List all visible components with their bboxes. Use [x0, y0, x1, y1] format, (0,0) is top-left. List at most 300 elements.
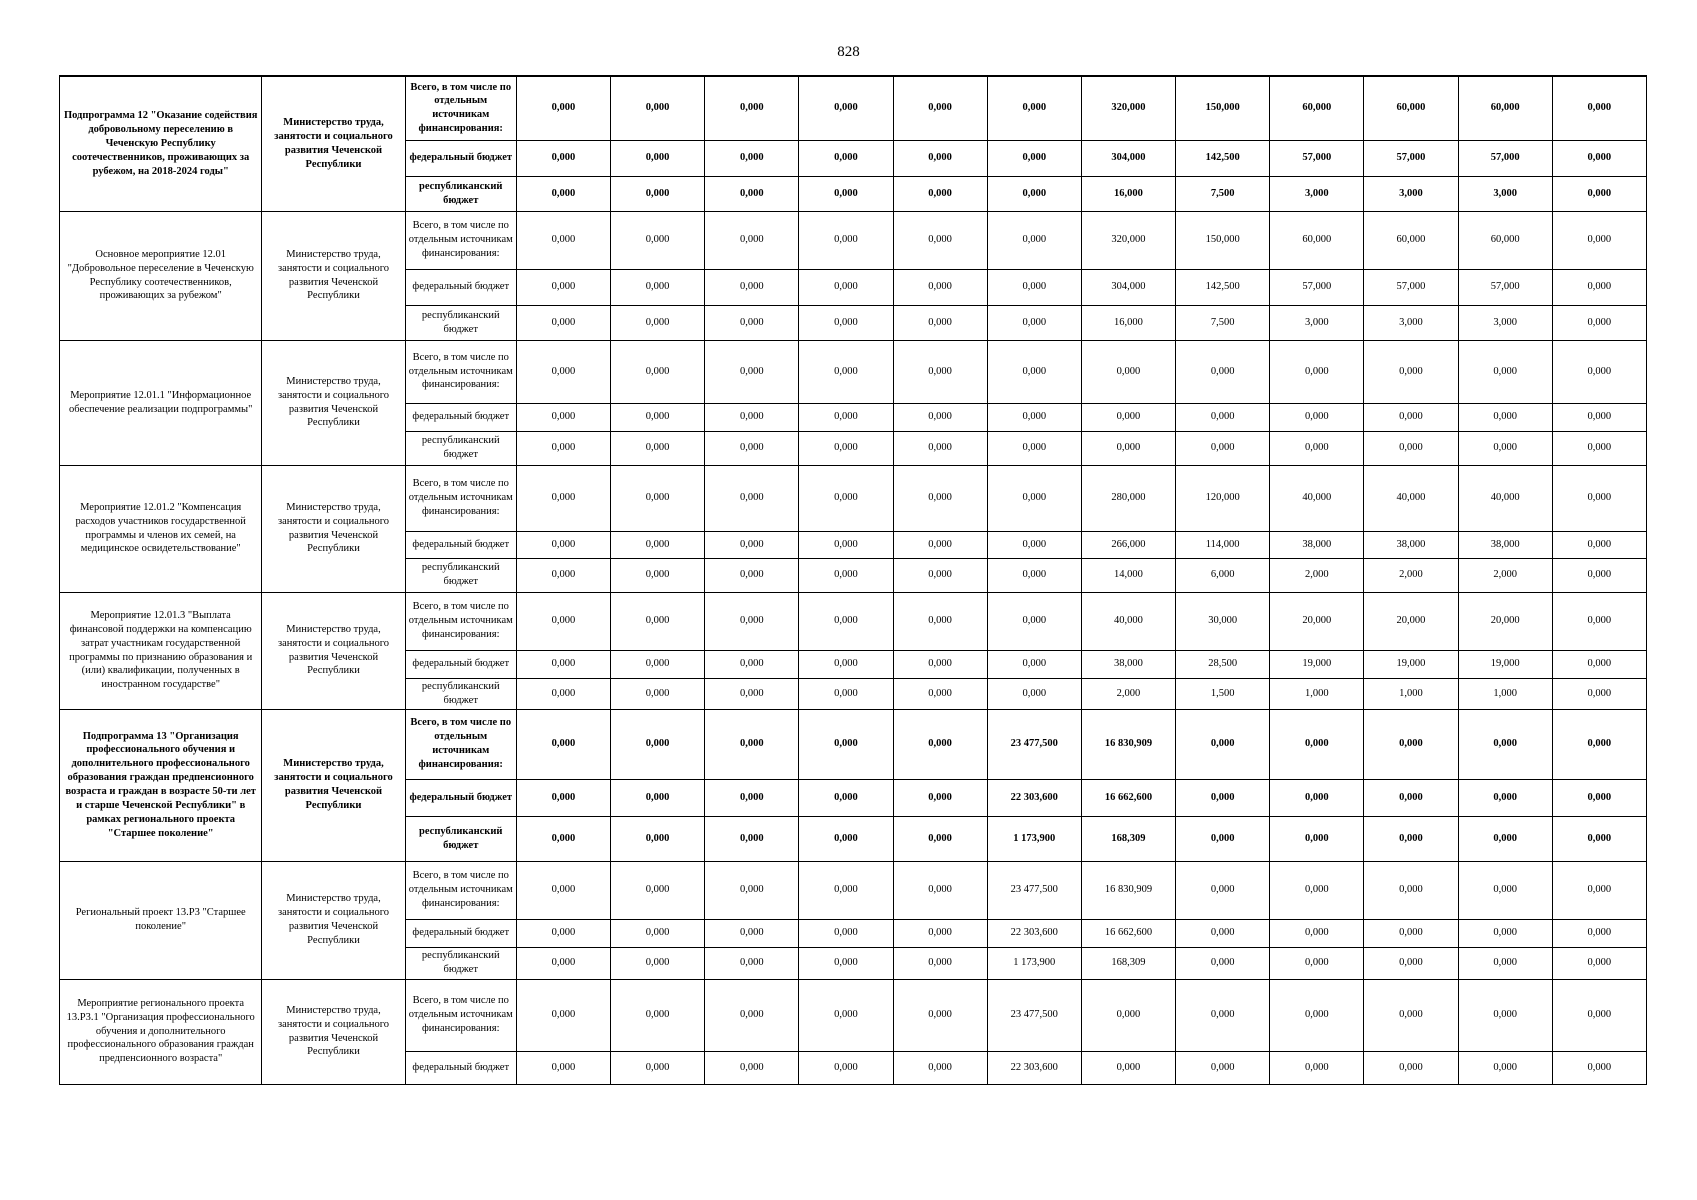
value-cell: 0,000	[1458, 779, 1552, 816]
value-cell: 3,000	[1458, 176, 1552, 211]
value-cell: 0,000	[987, 140, 1081, 176]
value-cell: 0,000	[1458, 431, 1552, 465]
value-cell: 0,000	[516, 979, 610, 1051]
funding-source-cell: республиканский бюджет	[405, 678, 516, 709]
value-cell: 0,000	[987, 531, 1081, 558]
value-cell: 20,000	[1270, 592, 1364, 650]
funding-source-cell: федеральный бюджет	[405, 919, 516, 947]
value-cell: 19,000	[1270, 650, 1364, 678]
value-cell: 0,000	[893, 947, 987, 979]
value-cell: 0,000	[516, 861, 610, 919]
value-cell: 0,000	[1552, 919, 1646, 947]
funding-source-cell: Всего, в том числе по отдельным источникам финансирования:	[405, 709, 516, 779]
value-cell: 3,000	[1270, 305, 1364, 340]
value-cell: 0,000	[1081, 431, 1175, 465]
value-cell: 0,000	[611, 531, 705, 558]
value-cell: 0,000	[987, 678, 1081, 709]
value-cell: 0,000	[1458, 340, 1552, 403]
value-cell: 0,000	[799, 211, 893, 269]
value-cell: 0,000	[799, 431, 893, 465]
value-cell: 57,000	[1364, 269, 1458, 305]
value-cell: 1,500	[1176, 678, 1270, 709]
value-cell: 0,000	[1552, 269, 1646, 305]
value-cell: 0,000	[1364, 709, 1458, 779]
value-cell: 0,000	[516, 340, 610, 403]
table-row	[60, 979, 1647, 1051]
value-cell: 0,000	[516, 76, 610, 140]
value-cell: 0,000	[516, 403, 610, 431]
value-cell: 0,000	[799, 140, 893, 176]
value-cell: 0,000	[1552, 76, 1646, 140]
value-cell: 16 830,909	[1081, 861, 1175, 919]
value-cell: 0,000	[893, 861, 987, 919]
value-cell: 0,000	[611, 269, 705, 305]
value-cell: 0,000	[1270, 340, 1364, 403]
value-cell: 0,000	[799, 305, 893, 340]
value-cell: 1 173,900	[987, 816, 1081, 861]
value-cell: 57,000	[1458, 140, 1552, 176]
value-cell: 0,000	[611, 919, 705, 947]
value-cell: 0,000	[893, 650, 987, 678]
value-cell: 150,000	[1176, 76, 1270, 140]
value-cell: 0,000	[1552, 592, 1646, 650]
value-cell: 0,000	[1552, 861, 1646, 919]
value-cell: 16 830,909	[1081, 709, 1175, 779]
value-cell: 0,000	[893, 531, 987, 558]
program-name-cell: Подпрограмма 12 "Оказание содействия добровольному переселению в Чеченскую Республику соотечественников, проживающих за рубежом, на 2018-2024 годы"	[60, 76, 262, 211]
value-cell: 0,000	[611, 861, 705, 919]
value-cell: 0,000	[705, 678, 799, 709]
value-cell: 2,000	[1364, 558, 1458, 592]
value-cell: 0,000	[987, 403, 1081, 431]
value-cell: 0,000	[799, 1051, 893, 1084]
value-cell: 0,000	[1364, 861, 1458, 919]
value-cell: 0,000	[705, 140, 799, 176]
value-cell: 0,000	[1552, 211, 1646, 269]
value-cell: 2,000	[1270, 558, 1364, 592]
value-cell: 38,000	[1081, 650, 1175, 678]
value-cell: 0,000	[1552, 431, 1646, 465]
value-cell: 0,000	[1364, 779, 1458, 816]
value-cell: 0,000	[611, 211, 705, 269]
value-cell: 0,000	[987, 211, 1081, 269]
value-cell: 0,000	[705, 340, 799, 403]
value-cell: 0,000	[799, 979, 893, 1051]
program-name-cell: Мероприятие 12.01.2 "Компенсация расходов участников государственной программы и членов их семей, на медицинское освидетельствование"	[60, 465, 262, 592]
value-cell: 0,000	[1176, 861, 1270, 919]
value-cell: 60,000	[1364, 76, 1458, 140]
value-cell: 0,000	[1458, 919, 1552, 947]
value-cell: 0,000	[516, 816, 610, 861]
value-cell: 22 303,600	[987, 779, 1081, 816]
value-cell: 0,000	[611, 592, 705, 650]
value-cell: 0,000	[893, 340, 987, 403]
value-cell: 40,000	[1458, 465, 1552, 531]
value-cell: 0,000	[893, 403, 987, 431]
value-cell: 0,000	[893, 465, 987, 531]
funding-source-cell: федеральный бюджет	[405, 1051, 516, 1084]
value-cell: 0,000	[1552, 979, 1646, 1051]
value-cell: 0,000	[611, 403, 705, 431]
value-cell: 0,000	[1364, 1051, 1458, 1084]
value-cell: 0,000	[705, 861, 799, 919]
value-cell: 0,000	[705, 947, 799, 979]
value-cell: 0,000	[516, 947, 610, 979]
value-cell: 23 477,500	[987, 861, 1081, 919]
value-cell: 60,000	[1270, 76, 1364, 140]
value-cell: 0,000	[705, 431, 799, 465]
value-cell: 0,000	[1552, 709, 1646, 779]
value-cell: 1,000	[1364, 678, 1458, 709]
value-cell: 0,000	[1364, 919, 1458, 947]
value-cell: 0,000	[516, 919, 610, 947]
value-cell: 0,000	[516, 678, 610, 709]
value-cell: 0,000	[799, 861, 893, 919]
value-cell: 0,000	[1270, 919, 1364, 947]
value-cell: 0,000	[799, 678, 893, 709]
program-name-cell: Основное мероприятие 12.01 "Добровольное переселение в Чеченскую Республику соотечественников, проживающих за рубежом"	[60, 211, 262, 340]
value-cell: 0,000	[611, 305, 705, 340]
value-cell: 0,000	[611, 650, 705, 678]
value-cell: 0,000	[705, 269, 799, 305]
value-cell: 0,000	[705, 465, 799, 531]
funding-source-cell: республиканский бюджет	[405, 176, 516, 211]
value-cell: 0,000	[705, 558, 799, 592]
value-cell: 0,000	[1176, 816, 1270, 861]
responsible-executor-cell: Министерство труда, занятости и социального развития Чеченской Республики	[262, 340, 405, 465]
value-cell: 280,000	[1081, 465, 1175, 531]
page-number: 828	[837, 44, 860, 60]
value-cell: 0,000	[893, 709, 987, 779]
funding-source-cell: федеральный бюджет	[405, 779, 516, 816]
value-cell: 0,000	[893, 919, 987, 947]
funding-source-cell: Всего, в том числе по отдельным источникам финансирования:	[405, 465, 516, 531]
value-cell: 0,000	[705, 650, 799, 678]
value-cell: 60,000	[1458, 76, 1552, 140]
value-cell: 0,000	[611, 431, 705, 465]
value-cell: 38,000	[1270, 531, 1364, 558]
value-cell: 0,000	[987, 76, 1081, 140]
value-cell: 0,000	[799, 176, 893, 211]
value-cell: 0,000	[516, 305, 610, 340]
value-cell: 0,000	[1552, 305, 1646, 340]
value-cell: 0,000	[799, 592, 893, 650]
value-cell: 0,000	[1176, 1051, 1270, 1084]
value-cell: 0,000	[1270, 1051, 1364, 1084]
value-cell: 0,000	[611, 558, 705, 592]
value-cell: 2,000	[1458, 558, 1552, 592]
value-cell: 320,000	[1081, 211, 1175, 269]
value-cell: 20,000	[1458, 592, 1552, 650]
value-cell: 0,000	[1270, 403, 1364, 431]
value-cell: 0,000	[893, 592, 987, 650]
value-cell: 0,000	[893, 76, 987, 140]
value-cell: 38,000	[1364, 531, 1458, 558]
value-cell: 0,000	[893, 269, 987, 305]
value-cell: 0,000	[893, 140, 987, 176]
value-cell: 0,000	[1364, 947, 1458, 979]
value-cell: 0,000	[516, 779, 610, 816]
value-cell: 0,000	[516, 531, 610, 558]
program-name-cell: Подпрограмма 13 "Организация профессионального обучения и дополнительного профессионального образования граждан предпенсионного возраста и граждан в возрасте 50-ти лет и старше Чеченской Республики" в рамках регионального проекта "Старшее поколение"	[60, 709, 262, 861]
value-cell: 6,000	[1176, 558, 1270, 592]
value-cell: 0,000	[1552, 140, 1646, 176]
value-cell: 0,000	[893, 816, 987, 861]
value-cell: 0,000	[611, 709, 705, 779]
funding-source-cell: Всего, в том числе по отдельным источникам финансирования:	[405, 861, 516, 919]
value-cell: 0,000	[893, 558, 987, 592]
value-cell: 23 477,500	[987, 979, 1081, 1051]
responsible-executor-cell: Министерство труда, занятости и социального развития Чеченской Республики	[262, 979, 405, 1084]
value-cell: 60,000	[1458, 211, 1552, 269]
table-row	[60, 592, 1647, 650]
value-cell: 114,000	[1176, 531, 1270, 558]
value-cell: 0,000	[1458, 403, 1552, 431]
value-cell: 0,000	[1552, 947, 1646, 979]
value-cell: 0,000	[1552, 779, 1646, 816]
funding-source-cell: Всего, в том числе по отдельным источникам финансирования:	[405, 76, 516, 140]
value-cell: 57,000	[1458, 269, 1552, 305]
funding-source-cell: Всего, в том числе по отдельным источникам финансирования:	[405, 340, 516, 403]
value-cell: 40,000	[1081, 592, 1175, 650]
value-cell: 1 173,900	[987, 947, 1081, 979]
value-cell: 0,000	[799, 947, 893, 979]
funding-source-cell: республиканский бюджет	[405, 947, 516, 979]
value-cell: 0,000	[893, 176, 987, 211]
value-cell: 0,000	[1364, 816, 1458, 861]
value-cell: 0,000	[611, 678, 705, 709]
responsible-executor-cell: Министерство труда, занятости и социального развития Чеченской Республики	[262, 592, 405, 709]
funding-source-cell: Всего, в том числе по отдельным источникам финансирования:	[405, 592, 516, 650]
value-cell: 0,000	[799, 558, 893, 592]
value-cell: 0,000	[799, 76, 893, 140]
value-cell: 168,309	[1081, 947, 1175, 979]
value-cell: 0,000	[1552, 403, 1646, 431]
value-cell: 0,000	[1458, 816, 1552, 861]
value-cell: 0,000	[1552, 176, 1646, 211]
value-cell: 40,000	[1364, 465, 1458, 531]
value-cell: 23 477,500	[987, 709, 1081, 779]
responsible-executor-cell: Министерство труда, занятости и социального развития Чеченской Республики	[262, 465, 405, 592]
value-cell: 0,000	[705, 1051, 799, 1084]
value-cell: 0,000	[516, 431, 610, 465]
value-cell: 0,000	[1552, 1051, 1646, 1084]
value-cell: 0,000	[799, 465, 893, 531]
value-cell: 7,500	[1176, 305, 1270, 340]
value-cell: 0,000	[799, 919, 893, 947]
value-cell: 0,000	[516, 558, 610, 592]
value-cell: 0,000	[799, 709, 893, 779]
value-cell: 0,000	[893, 1051, 987, 1084]
value-cell: 16,000	[1081, 176, 1175, 211]
value-cell: 0,000	[1364, 979, 1458, 1051]
value-cell: 7,500	[1176, 176, 1270, 211]
value-cell: 1,000	[1270, 678, 1364, 709]
value-cell: 20,000	[1364, 592, 1458, 650]
value-cell: 0,000	[1270, 861, 1364, 919]
value-cell: 0,000	[1552, 558, 1646, 592]
value-cell: 0,000	[987, 340, 1081, 403]
value-cell: 0,000	[516, 1051, 610, 1084]
value-cell: 0,000	[1364, 340, 1458, 403]
table-row	[60, 211, 1647, 269]
value-cell: 0,000	[987, 431, 1081, 465]
responsible-executor-cell: Министерство труда, занятости и социального развития Чеченской Республики	[262, 709, 405, 861]
value-cell: 0,000	[611, 816, 705, 861]
value-cell: 0,000	[705, 531, 799, 558]
value-cell: 0,000	[1270, 816, 1364, 861]
value-cell: 0,000	[705, 76, 799, 140]
program-name-cell: Мероприятие регионального проекта 13.P3.1 "Организация профессионального обучения и дополнительного профессионального образования граждан предпенсионного возраста"	[60, 979, 262, 1084]
value-cell: 0,000	[987, 558, 1081, 592]
value-cell: 0,000	[987, 650, 1081, 678]
value-cell: 0,000	[516, 269, 610, 305]
value-cell: 0,000	[987, 592, 1081, 650]
value-cell: 57,000	[1364, 140, 1458, 176]
value-cell: 30,000	[1176, 592, 1270, 650]
value-cell: 0,000	[516, 709, 610, 779]
value-cell: 60,000	[1270, 211, 1364, 269]
value-cell: 14,000	[1081, 558, 1175, 592]
value-cell: 0,000	[611, 340, 705, 403]
value-cell: 57,000	[1270, 140, 1364, 176]
funding-source-cell: Всего, в том числе по отдельным источникам финансирования:	[405, 979, 516, 1051]
value-cell: 142,500	[1176, 140, 1270, 176]
value-cell: 0,000	[1364, 403, 1458, 431]
budget-table	[59, 75, 1647, 1085]
value-cell: 0,000	[1458, 861, 1552, 919]
value-cell: 168,309	[1081, 816, 1175, 861]
value-cell: 0,000	[611, 76, 705, 140]
value-cell: 0,000	[705, 305, 799, 340]
value-cell: 0,000	[1552, 531, 1646, 558]
funding-source-cell: федеральный бюджет	[405, 403, 516, 431]
value-cell: 0,000	[705, 211, 799, 269]
funding-source-cell: федеральный бюджет	[405, 650, 516, 678]
value-cell: 16,000	[1081, 305, 1175, 340]
value-cell: 2,000	[1081, 678, 1175, 709]
value-cell: 0,000	[1176, 709, 1270, 779]
table-row	[60, 465, 1647, 531]
value-cell: 57,000	[1270, 269, 1364, 305]
value-cell: 22 303,600	[987, 1051, 1081, 1084]
value-cell: 0,000	[1176, 919, 1270, 947]
value-cell: 0,000	[705, 403, 799, 431]
value-cell: 0,000	[1552, 678, 1646, 709]
value-cell: 0,000	[1458, 947, 1552, 979]
value-cell: 16 662,600	[1081, 919, 1175, 947]
value-cell: 0,000	[1552, 816, 1646, 861]
value-cell: 0,000	[705, 816, 799, 861]
responsible-executor-cell: Министерство труда, занятости и социального развития Чеченской Республики	[262, 861, 405, 979]
value-cell: 0,000	[893, 305, 987, 340]
value-cell: 0,000	[516, 650, 610, 678]
table-row	[60, 861, 1647, 919]
value-cell: 0,000	[1176, 979, 1270, 1051]
value-cell: 0,000	[799, 650, 893, 678]
value-cell: 304,000	[1081, 140, 1175, 176]
value-cell: 304,000	[1081, 269, 1175, 305]
value-cell: 0,000	[799, 269, 893, 305]
value-cell: 0,000	[611, 779, 705, 816]
value-cell: 28,500	[1176, 650, 1270, 678]
program-name-cell: Региональный проект 13.P3 "Старшее поколение"	[60, 861, 262, 979]
program-name-cell: Мероприятие 12.01.3 "Выплата финансовой поддержки на компенсацию затрат участникам государственной программы по признанию образования и (или) квалификации, полученных в иностранном государстве"	[60, 592, 262, 709]
value-cell: 120,000	[1176, 465, 1270, 531]
funding-source-cell: республиканский бюджет	[405, 816, 516, 861]
value-cell: 0,000	[611, 176, 705, 211]
value-cell: 1,000	[1458, 678, 1552, 709]
value-cell: 0,000	[1081, 1051, 1175, 1084]
value-cell: 0,000	[611, 1051, 705, 1084]
table-row	[60, 340, 1647, 403]
value-cell: 0,000	[1552, 340, 1646, 403]
value-cell: 3,000	[1458, 305, 1552, 340]
value-cell: 0,000	[516, 592, 610, 650]
value-cell: 3,000	[1364, 305, 1458, 340]
value-cell: 0,000	[1081, 403, 1175, 431]
value-cell: 0,000	[516, 465, 610, 531]
value-cell: 0,000	[611, 979, 705, 1051]
value-cell: 0,000	[705, 979, 799, 1051]
value-cell: 320,000	[1081, 76, 1175, 140]
value-cell: 22 303,600	[987, 919, 1081, 947]
value-cell: 0,000	[1458, 979, 1552, 1051]
funding-source-cell: республиканский бюджет	[405, 305, 516, 340]
value-cell: 0,000	[1552, 650, 1646, 678]
value-cell: 0,000	[1176, 403, 1270, 431]
value-cell: 0,000	[1176, 431, 1270, 465]
value-cell: 0,000	[987, 269, 1081, 305]
funding-source-cell: федеральный бюджет	[405, 140, 516, 176]
value-cell: 150,000	[1176, 211, 1270, 269]
value-cell: 0,000	[705, 919, 799, 947]
value-cell: 0,000	[799, 779, 893, 816]
value-cell: 0,000	[516, 140, 610, 176]
value-cell: 0,000	[799, 340, 893, 403]
value-cell: 0,000	[987, 305, 1081, 340]
table-row	[60, 76, 1647, 140]
funding-source-cell: Всего, в том числе по отдельным источникам финансирования:	[405, 211, 516, 269]
value-cell: 0,000	[1176, 779, 1270, 816]
funding-source-cell: федеральный бюджет	[405, 269, 516, 305]
value-cell: 0,000	[705, 592, 799, 650]
value-cell: 0,000	[705, 779, 799, 816]
value-cell: 0,000	[987, 176, 1081, 211]
value-cell: 0,000	[1458, 1051, 1552, 1084]
funding-source-cell: республиканский бюджет	[405, 558, 516, 592]
value-cell: 0,000	[611, 465, 705, 531]
value-cell: 0,000	[611, 947, 705, 979]
value-cell: 0,000	[1552, 465, 1646, 531]
value-cell: 3,000	[1270, 176, 1364, 211]
value-cell: 0,000	[799, 403, 893, 431]
value-cell: 0,000	[1081, 979, 1175, 1051]
value-cell: 16 662,600	[1081, 779, 1175, 816]
value-cell: 266,000	[1081, 531, 1175, 558]
value-cell: 0,000	[516, 176, 610, 211]
value-cell: 0,000	[705, 709, 799, 779]
value-cell: 0,000	[1176, 947, 1270, 979]
value-cell: 0,000	[1270, 431, 1364, 465]
value-cell: 0,000	[987, 465, 1081, 531]
table-row	[60, 709, 1647, 779]
value-cell: 0,000	[705, 176, 799, 211]
funding-source-cell: федеральный бюджет	[405, 531, 516, 558]
value-cell: 3,000	[1364, 176, 1458, 211]
value-cell: 0,000	[893, 431, 987, 465]
value-cell: 0,000	[893, 779, 987, 816]
